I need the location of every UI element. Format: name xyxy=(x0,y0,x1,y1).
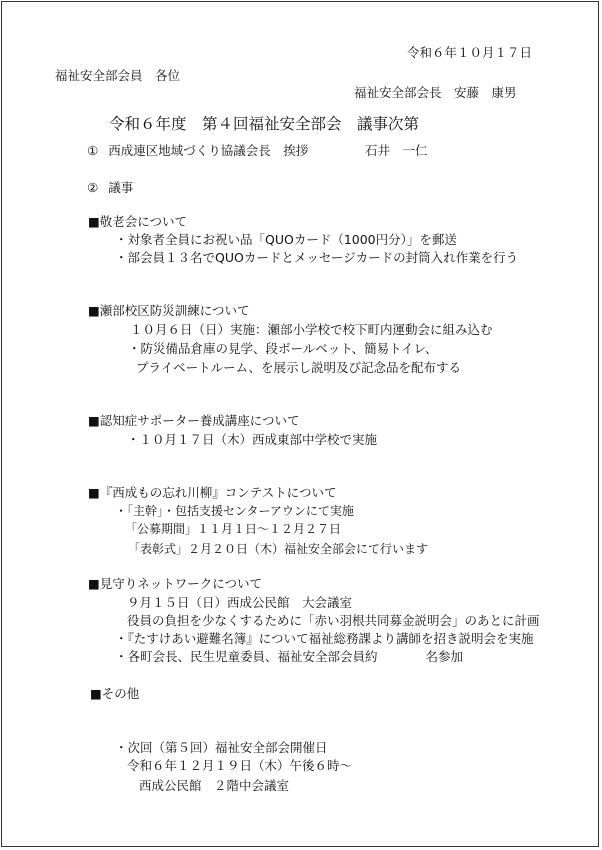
document-page xyxy=(1,1,599,847)
section-line: ・次回（第５回）福祉安全部会開催日 xyxy=(115,740,328,755)
item-number: ① xyxy=(87,143,99,158)
section-line: ・１０月１７日（木）西成東部中学校で実施 xyxy=(127,432,378,447)
agenda-item-greeting xyxy=(87,145,308,158)
section-line: 役員の負担を少なくするために「赤い羽根共同募金説明会」のあとに計画 xyxy=(127,613,540,628)
item-text: 議事 xyxy=(108,180,134,195)
participants-text: ・各町会長、民生児童委員、福祉安全部会員約 xyxy=(115,649,378,664)
section-line: ・『たすけあい避難名簿』について福祉総務課より講師を招き説明会を実施 xyxy=(115,631,534,646)
section-heading-sonota: ■その他 xyxy=(90,686,140,701)
section-line: ９月１５日（日）西成公民館 大会議室 xyxy=(127,595,353,610)
section-heading-mimamori: ■見守りネットワークについて xyxy=(88,576,263,591)
section-line: ・防災備品倉庫の見学、段ボールベット、簡易トイレ、 xyxy=(128,341,438,356)
addressee: 福祉安全部会員 各位 xyxy=(55,68,181,83)
item-number: ② xyxy=(87,180,99,195)
section-line: 「公募期間」１１月１日～１２月２７日 xyxy=(125,522,342,536)
section-line xyxy=(115,651,463,664)
participants-suffix: 名参加 xyxy=(425,649,464,664)
section-line: ・「主幹」・包括支援センターアウンにて実施 xyxy=(115,504,354,518)
sender: 福祉安全部会長 安藤 康男 xyxy=(354,85,517,100)
section-heading-bousai: ■瀬部校区防災訓練について xyxy=(88,303,250,318)
section-line: プライベートルーム、を展示し説明及び記念品を配布する xyxy=(136,360,462,375)
section-line: 令和６年１２月１９日（木）午後６時～ xyxy=(127,758,353,773)
section-line: ・対象者全員にお祝い品「QUOカード（1000円分）」を郵送 xyxy=(115,232,457,247)
speaker-name: 石井 一仁 xyxy=(365,143,428,158)
section-heading-senryu: ■『西成もの忘れ川柳』コンテストについて xyxy=(88,485,337,500)
section-heading-keirou: ■敬老会について xyxy=(88,214,188,229)
section-line: １０月６日（日）実施：瀬部小学校で校下町内運動会に組み込む xyxy=(130,322,493,337)
document-date: 令和６年１０月１７日 xyxy=(407,45,533,60)
document-title: 令和６年度 第４回福祉安全部会 議事次第 xyxy=(109,115,420,133)
section-line: 「表彰式」２月２０日（木）福祉安全部会にて行います xyxy=(128,542,429,556)
item-text: 西成連区地域づくり協議会長 挨拶 xyxy=(108,143,309,158)
section-line: 西成公民館 ２階中会議室 xyxy=(139,778,290,793)
section-heading-ninchi: ■認知症サポーター養成講座について xyxy=(88,413,300,428)
section-line: ・部会員１３名でQUOカードとメッセージカードの封筒入れ作業を行う xyxy=(115,250,519,265)
agenda-item-discussion xyxy=(87,182,133,195)
